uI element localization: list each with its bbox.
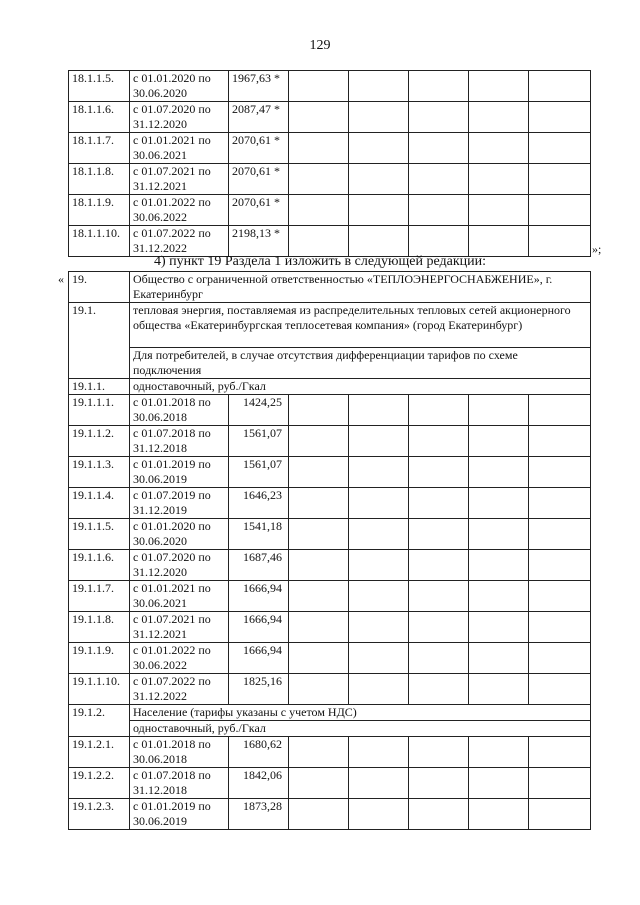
empty-cell <box>529 226 591 257</box>
empty-cell <box>469 102 529 133</box>
empty-cell <box>529 519 591 550</box>
tariff-row <box>69 799 591 830</box>
tariff-row <box>69 457 591 488</box>
tariff-row <box>69 643 591 674</box>
row-value: 1424,25 <box>229 395 289 426</box>
empty-cell <box>469 519 529 550</box>
empty-cell <box>349 226 409 257</box>
empty-cell <box>409 226 469 257</box>
empty-cell <box>409 674 469 705</box>
row-value: 1967,63 * <box>229 71 289 102</box>
empty-cell <box>289 426 349 457</box>
population-row <box>69 705 591 721</box>
empty-cell <box>409 612 469 643</box>
empty-cell <box>409 457 469 488</box>
row-period: с 01.01.2020 по 30.06.2020 <box>130 519 229 550</box>
row-value: 1646,23 <box>229 488 289 519</box>
empty-cell <box>469 457 529 488</box>
empty-cell <box>529 737 591 768</box>
tariff-row <box>69 612 591 643</box>
row-value: 1842,06 <box>229 768 289 799</box>
row-value: 1666,94 <box>229 643 289 674</box>
empty-cell <box>349 674 409 705</box>
row-value: 1561,07 <box>229 426 289 457</box>
empty-cell <box>349 164 409 195</box>
row-code: 19.1.1.4. <box>69 488 130 519</box>
empty-cell <box>529 426 591 457</box>
empty-cell <box>349 457 409 488</box>
row-value: 1825,16 <box>229 674 289 705</box>
empty-cell <box>289 164 349 195</box>
tariff-row <box>69 519 591 550</box>
empty-cell <box>529 133 591 164</box>
empty-cell <box>409 488 469 519</box>
empty-cell <box>469 426 529 457</box>
row-value: 2198,13 * <box>229 226 289 257</box>
empty-cell <box>349 426 409 457</box>
empty-cell <box>349 519 409 550</box>
tariff-row <box>69 102 591 133</box>
empty-cell <box>409 164 469 195</box>
empty-cell <box>529 195 591 226</box>
empty-cell <box>469 195 529 226</box>
empty-cell <box>529 581 591 612</box>
empty-cell <box>409 643 469 674</box>
empty-cell <box>409 195 469 226</box>
empty-cell <box>469 674 529 705</box>
empty-cell <box>529 395 591 426</box>
row-period: с 01.01.2021 по 30.06.2021 <box>130 581 229 612</box>
row-code: 18.1.1.10. <box>69 226 130 257</box>
empty-cell <box>349 737 409 768</box>
org-code: 19. <box>69 272 130 303</box>
empty-cell <box>349 581 409 612</box>
row-period: с 01.01.2019 по 30.06.2019 <box>130 799 229 830</box>
rate-row-1 <box>69 379 591 395</box>
row-value: 1666,94 <box>229 612 289 643</box>
sub-text: тепловая энергия, поставляемая из распределительных тепловых сетей акционерного общества «Екатеринбургская теплосетевая компания» (город Екатеринбург) <box>130 303 591 348</box>
population-text: Население (тарифы указаны с учетом НДС) <box>130 705 591 721</box>
empty-cell <box>289 737 349 768</box>
tariff-row <box>69 488 591 519</box>
row-period: с 01.07.2018 по 31.12.2018 <box>130 768 229 799</box>
tariff-row <box>69 164 591 195</box>
empty-cell <box>529 799 591 830</box>
empty-cell <box>469 226 529 257</box>
empty-cell <box>469 581 529 612</box>
empty-cell <box>409 799 469 830</box>
row-code: 18.1.1.8. <box>69 164 130 195</box>
row-code: 19.1.1.8. <box>69 612 130 643</box>
empty-cell <box>349 195 409 226</box>
row-code: 19.1.1.1. <box>69 395 130 426</box>
sub-row <box>69 303 591 348</box>
empty-cell <box>529 643 591 674</box>
row-period: с 01.01.2018 по 30.06.2018 <box>130 395 229 426</box>
row-code: 18.1.1.7. <box>69 133 130 164</box>
empty-cell <box>289 674 349 705</box>
row-code: 19.1.1.3. <box>69 457 130 488</box>
empty-cell <box>349 71 409 102</box>
row-code: 19.1.1.7. <box>69 581 130 612</box>
empty-cell <box>289 768 349 799</box>
row-code: 18.1.1.9. <box>69 195 130 226</box>
row-value: 1561,07 <box>229 457 289 488</box>
tariff-row <box>69 395 591 426</box>
row-period: с 01.01.2022 по 30.06.2022 <box>130 643 229 674</box>
tariff-row <box>69 133 591 164</box>
empty-cell <box>469 164 529 195</box>
empty-cell <box>469 737 529 768</box>
row-value: 1541,18 <box>229 519 289 550</box>
empty-cell <box>289 226 349 257</box>
empty-cell <box>289 488 349 519</box>
row-period: с 01.07.2022 по 31.12.2022 <box>130 674 229 705</box>
row-period: с 01.07.2021 по 31.12.2021 <box>130 612 229 643</box>
empty-cell <box>349 612 409 643</box>
row-period: с 01.01.2022 по 30.06.2022 <box>130 195 229 226</box>
empty-cell <box>409 550 469 581</box>
row-code: 19.1.1.5. <box>69 519 130 550</box>
empty-cell <box>409 102 469 133</box>
empty-cell <box>349 488 409 519</box>
empty-cell <box>409 737 469 768</box>
empty-cell <box>409 581 469 612</box>
empty-cell <box>289 643 349 674</box>
row-period: с 01.07.2019 по 31.12.2019 <box>130 488 229 519</box>
empty-cell <box>409 426 469 457</box>
empty-cell <box>529 457 591 488</box>
empty-cell <box>289 581 349 612</box>
row-period: с 01.07.2020 по 31.12.2020 <box>130 102 229 133</box>
empty-cell <box>349 102 409 133</box>
row-value: 1873,28 <box>229 799 289 830</box>
tariff-row <box>69 550 591 581</box>
empty-cell <box>469 768 529 799</box>
empty-cell <box>289 519 349 550</box>
empty-cell <box>529 768 591 799</box>
empty-cell <box>469 133 529 164</box>
empty-cell <box>469 799 529 830</box>
org-row <box>69 272 591 303</box>
empty-cell <box>409 519 469 550</box>
empty-cell <box>289 550 349 581</box>
row-period: с 01.01.2020 по 30.06.2020 <box>130 71 229 102</box>
empty-cell <box>289 395 349 426</box>
row-code: 19.1.1.2. <box>69 426 130 457</box>
row-code: 18.1.1.6. <box>69 102 130 133</box>
row-code: 19.1.1.6. <box>69 550 130 581</box>
row-code: 19.1.1.9. <box>69 643 130 674</box>
tariff-row <box>69 71 591 102</box>
tariff-row <box>69 581 591 612</box>
row-period: с 01.01.2018 по 30.06.2018 <box>130 737 229 768</box>
row-code: 19.1.1.10. <box>69 674 130 705</box>
row-period: с 01.07.2022 по 31.12.2022 <box>130 226 229 257</box>
empty-cell <box>289 612 349 643</box>
empty-cell <box>289 71 349 102</box>
section-heading: 4) пункт 19 Раздела 1 изложить в следующей редакции: <box>154 254 486 269</box>
empty-cell <box>349 133 409 164</box>
empty-cell <box>349 643 409 674</box>
quote-close: »; <box>592 242 602 256</box>
tariff-row <box>69 195 591 226</box>
page-number: 129 <box>309 38 331 53</box>
empty-cell <box>289 133 349 164</box>
consumers-text: Для потребителей, в случае отсутствия дифференциации тарифов по схеме подключения <box>130 348 591 379</box>
row-value: 1687,46 <box>229 550 289 581</box>
tariff-row <box>69 737 591 768</box>
row-period: с 01.07.2021 по 31.12.2021 <box>130 164 229 195</box>
rate-code-1: 19.1.1. <box>69 379 130 395</box>
row-period: с 01.07.2020 по 31.12.2020 <box>130 550 229 581</box>
empty-cell <box>529 164 591 195</box>
empty-cell <box>469 71 529 102</box>
empty-cell <box>409 71 469 102</box>
empty-cell <box>289 195 349 226</box>
row-code: 18.1.1.5. <box>69 71 130 102</box>
rate-text-2: одноставочный, руб./Гкал <box>130 721 591 737</box>
row-period: с 01.01.2019 по 30.06.2019 <box>130 457 229 488</box>
empty-cell <box>529 488 591 519</box>
empty-cell <box>409 768 469 799</box>
empty-cell <box>349 768 409 799</box>
org-name: Общество с ограниченной ответственностью «ТЕПЛОЭНЕРГОСНАБЖЕНИЕ», г. Екатеринбург <box>130 272 591 303</box>
row-code: 19.1.2.1. <box>69 737 130 768</box>
empty-cell <box>469 550 529 581</box>
empty-cell <box>409 395 469 426</box>
row-value: 2070,61 * <box>229 195 289 226</box>
row-value: 2087,47 * <box>229 102 289 133</box>
empty-cell <box>529 674 591 705</box>
empty-cell <box>289 102 349 133</box>
row-value: 2070,61 * <box>229 164 289 195</box>
empty-cell <box>529 550 591 581</box>
row-period: с 01.07.2018 по 31.12.2018 <box>130 426 229 457</box>
empty-cell <box>469 488 529 519</box>
tariff-row <box>69 768 591 799</box>
population-code: 19.1.2. <box>69 705 130 737</box>
quote-open: « <box>58 272 64 286</box>
empty-cell <box>469 612 529 643</box>
empty-cell <box>349 395 409 426</box>
empty-cell <box>349 550 409 581</box>
row-value: 1666,94 <box>229 581 289 612</box>
row-code: 19.1.2.2. <box>69 768 130 799</box>
tariff-table-19 <box>68 271 591 830</box>
empty-cell <box>469 395 529 426</box>
tariff-row <box>69 426 591 457</box>
rate-text-1: одноставочный, руб./Гкал <box>130 379 591 395</box>
tariff-table-18 <box>68 70 591 257</box>
empty-cell <box>289 799 349 830</box>
tariff-row <box>69 674 591 705</box>
empty-cell <box>529 102 591 133</box>
consumers-row <box>69 348 591 379</box>
sub-code: 19.1. <box>69 303 130 379</box>
empty-cell <box>469 643 529 674</box>
empty-cell <box>349 799 409 830</box>
row-value: 2070,61 * <box>229 133 289 164</box>
row-period: с 01.01.2021 по 30.06.2021 <box>130 133 229 164</box>
tariff-row <box>69 226 591 257</box>
empty-cell <box>529 612 591 643</box>
empty-cell <box>409 133 469 164</box>
row-code: 19.1.2.3. <box>69 799 130 830</box>
empty-cell <box>289 457 349 488</box>
row-value: 1680,62 <box>229 737 289 768</box>
empty-cell <box>529 71 591 102</box>
rate-row-2 <box>69 721 591 737</box>
